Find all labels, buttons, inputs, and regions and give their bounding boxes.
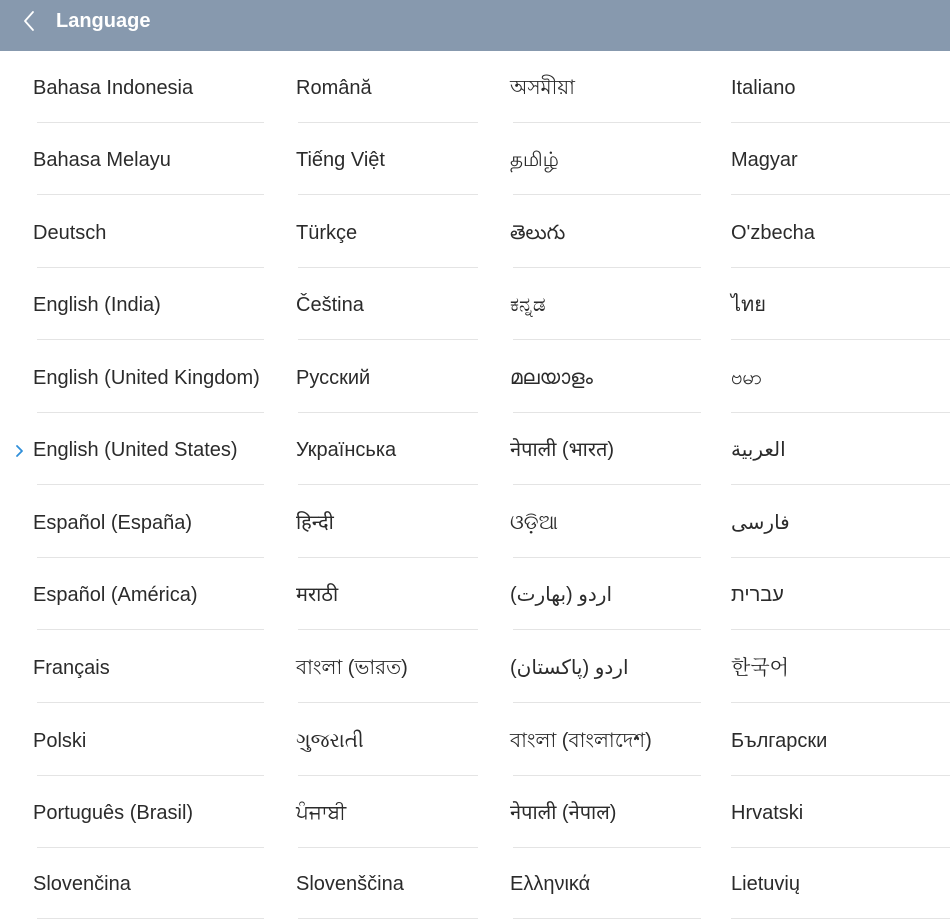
language-label: मराठी (296, 584, 339, 606)
language-option[interactable] (296, 51, 478, 123)
row-divider (37, 918, 264, 919)
selected-chevron-icon (13, 443, 25, 459)
row-divider (298, 702, 478, 703)
row-divider (731, 629, 950, 630)
language-option[interactable] (731, 123, 950, 195)
language-option[interactable] (33, 486, 264, 558)
language-label: മലയാളം (510, 367, 593, 389)
row-divider (37, 484, 264, 485)
language-option[interactable] (296, 486, 478, 558)
language-option[interactable] (731, 413, 950, 485)
language-label: Čeština (296, 294, 364, 316)
language-label: Español (España) (33, 512, 192, 534)
language-option[interactable] (510, 558, 701, 630)
language-option[interactable] (33, 704, 264, 776)
language-option[interactable] (296, 341, 478, 413)
language-label: Ελληνικά (510, 873, 591, 895)
app-header (0, 0, 950, 51)
language-label: اردو (پاکستان) (510, 657, 629, 679)
language-label: नेपाली (भारत) (510, 439, 615, 461)
row-divider (298, 194, 478, 195)
language-label: తెలుగు (510, 222, 566, 244)
language-option[interactable] (296, 196, 478, 268)
language-label: 한국어 (731, 657, 789, 679)
language-option[interactable] (510, 631, 701, 703)
language-label: ဗမာ (731, 367, 763, 389)
language-option[interactable] (296, 413, 478, 485)
language-label: Magyar (731, 149, 798, 171)
language-option[interactable] (296, 704, 478, 776)
row-divider (731, 484, 950, 485)
language-label: العربية (731, 439, 786, 461)
row-divider (731, 918, 950, 919)
language-label: فارسی (731, 512, 790, 534)
language-option[interactable] (731, 631, 950, 703)
language-label: Português (Brasil) (33, 802, 194, 824)
row-divider (37, 339, 264, 340)
language-option[interactable] (33, 51, 264, 123)
row-divider (731, 194, 950, 195)
row-divider (37, 629, 264, 630)
row-divider (513, 484, 701, 485)
language-option[interactable] (731, 704, 950, 776)
language-option[interactable] (731, 196, 950, 268)
language-label: বাংলা (ভারত) (296, 657, 408, 679)
language-label: Italiano (731, 77, 796, 99)
language-option[interactable] (731, 558, 950, 630)
language-option[interactable] (731, 776, 950, 848)
language-option[interactable] (33, 847, 264, 919)
language-label: Tiếng Việt (296, 149, 385, 171)
language-option[interactable] (33, 413, 264, 485)
language-option[interactable] (510, 341, 701, 413)
page-title: Language (56, 10, 151, 32)
row-divider (513, 339, 701, 340)
language-option[interactable] (33, 123, 264, 195)
language-label: অসমীয়া (510, 77, 575, 99)
language-label: Slovenščina (296, 873, 404, 895)
language-label: ಕನ್ನಡ (510, 294, 546, 316)
language-option[interactable] (510, 123, 701, 195)
language-label: Español (América) (33, 584, 198, 606)
language-option[interactable] (296, 776, 478, 848)
language-option[interactable] (296, 631, 478, 703)
language-option[interactable] (731, 51, 950, 123)
language-grid (0, 51, 950, 922)
language-label: ਪੰਜਾਬੀ (296, 802, 347, 824)
row-divider (298, 918, 478, 919)
row-divider (298, 629, 478, 630)
row-divider (37, 194, 264, 195)
language-label: Română (296, 77, 372, 99)
row-divider (513, 702, 701, 703)
language-option[interactable] (296, 847, 478, 919)
language-option[interactable] (296, 123, 478, 195)
language-option[interactable] (296, 558, 478, 630)
row-divider (37, 702, 264, 703)
language-option[interactable] (510, 486, 701, 558)
language-label: Français (33, 657, 110, 679)
language-option[interactable] (510, 847, 701, 919)
row-divider (298, 484, 478, 485)
language-option[interactable] (731, 847, 950, 919)
language-label: English (United States) (33, 439, 238, 461)
language-label: Türkçe (296, 222, 358, 244)
language-label: ไทย (731, 294, 766, 316)
language-option[interactable] (33, 341, 264, 413)
language-option[interactable] (33, 268, 264, 340)
language-option[interactable] (33, 776, 264, 848)
language-label: English (India) (33, 294, 161, 316)
language-label: नेपाली (नेपाल) (510, 802, 617, 824)
language-label: English (United Kingdom) (33, 367, 260, 389)
language-option[interactable] (510, 776, 701, 848)
row-divider (513, 194, 701, 195)
row-divider (731, 702, 950, 703)
language-label: Български (731, 730, 828, 752)
language-label: বাংলা (বাংলাদেশ) (510, 730, 652, 752)
language-label: Polski (33, 730, 87, 752)
row-divider (513, 918, 701, 919)
language-option[interactable] (731, 268, 950, 340)
language-option[interactable] (510, 196, 701, 268)
row-divider (731, 339, 950, 340)
language-label: हिन्दी (296, 512, 334, 534)
language-option[interactable] (510, 268, 701, 340)
language-label: Deutsch (33, 222, 107, 244)
language-label: ଓଡ଼ିଆ (510, 512, 558, 534)
language-label: Русский (296, 367, 371, 389)
back-button[interactable] (20, 8, 40, 34)
language-option[interactable] (296, 268, 478, 340)
language-option[interactable] (510, 413, 701, 485)
language-label: Bahasa Melayu (33, 149, 171, 171)
language-option[interactable] (33, 558, 264, 630)
language-label: Bahasa Indonesia (33, 77, 194, 99)
language-label: ગુજરાતી (296, 730, 364, 752)
language-label: اردو (بھارت) (510, 584, 613, 606)
language-option[interactable] (33, 196, 264, 268)
language-option[interactable] (510, 704, 701, 776)
language-label: Hrvatski (731, 802, 804, 824)
row-divider (513, 629, 701, 630)
language-label: עברית (731, 584, 784, 606)
row-divider (298, 339, 478, 340)
chevron-left-icon (20, 8, 40, 34)
language-label: Українська (296, 439, 397, 461)
language-label: O'zbecha (731, 222, 815, 244)
language-option[interactable] (33, 631, 264, 703)
language-option[interactable] (731, 486, 950, 558)
language-label: Lietuvių (731, 873, 800, 895)
language-label: Slovenčina (33, 873, 131, 895)
language-label: தமிழ் (510, 149, 559, 171)
language-option[interactable] (510, 51, 701, 123)
language-option[interactable] (731, 341, 950, 413)
